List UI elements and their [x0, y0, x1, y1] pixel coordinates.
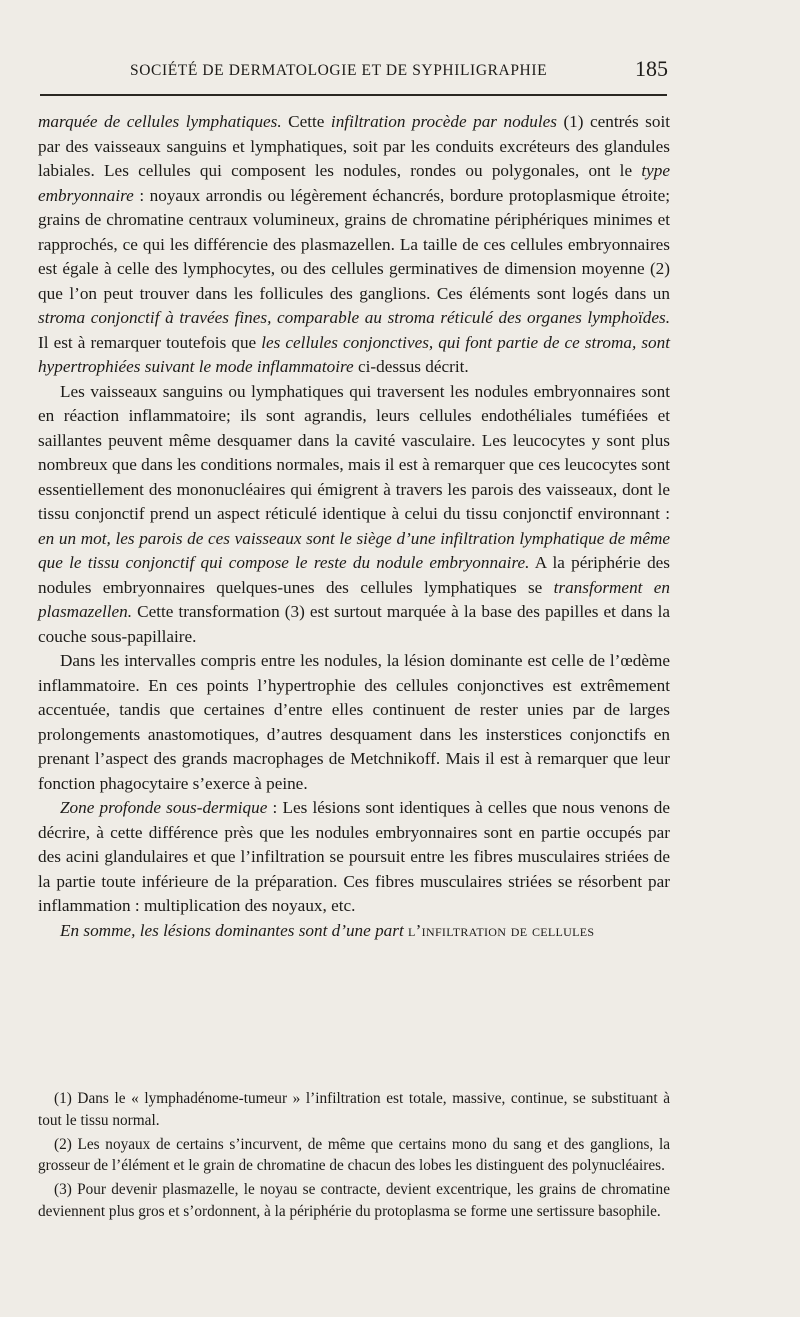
italic-text-segment: Zone profonde sous-dermique	[60, 798, 268, 817]
text-segment: Les vaisseaux sanguins ou lymphatiques qui traversent les nodules embryonnaires sont en réaction inflammatoire; ils sont agrandis, leurs cellules endothéliales tuméfiées et saillantes peuvent même desquamer dans la cavité vasculaire. Les leucocytes y sont plus nombreux que dans les conditions normales, mais il est à remarquer que ces leucocytes sont essentiellement des mononucléaires qui émigrent à travers les parois des vaisseaux, dont le tissu conjonctif prend un aspect réticulé identique à celui du tissu conjonctif environnant :	[38, 381, 670, 523]
paragraph-1	[38, 110, 670, 380]
paragraph-5-italic: En somme, les lésions dominantes sont d’une part	[60, 920, 404, 940]
running-head: SOCIÉTÉ DE DERMATOLOGIE ET DE SYPHILIGRAPHIE	[130, 62, 548, 79]
italic-text-segment: type embryonnaire	[38, 161, 670, 205]
paragraph-2	[38, 380, 670, 650]
footnote-2: (2) Les noyaux de certains s’incurvent, de même que certains mono du sang et des ganglions, la grosseur de l’élément et le grain de chromatine de chacun des lobes les distinguent des polynucléaires.	[38, 1135, 670, 1175]
italic-text-segment: marquée de cellules lymphatiques.	[38, 112, 282, 131]
header-rule	[40, 94, 667, 96]
paragraph-4	[38, 796, 670, 919]
page-number: 185	[635, 56, 668, 81]
paragraph-3	[38, 649, 670, 796]
text-segment: Cette	[281, 112, 331, 131]
text-segment: (1) centrés soit par des vaisseaux sanguins et lymphatiques, soit par les conduits excréteurs des glandules labiales. Les cellules qui composent les nodules, rondes ou polygonales, ont le	[38, 112, 670, 180]
italic-text-segment: stroma conjonctif à travées fines, comparable au stroma réticulé des organes lymphoïdes.	[38, 308, 670, 327]
text-segment: Il est à remarquer toutefois que	[38, 332, 262, 352]
text-segment: A la périphérie des nodules embryonnaires quelques-unes des cellules lymphatiques se	[38, 553, 670, 597]
paragraph-5-smallcaps: l’infiltration de cellules	[408, 920, 595, 940]
italic-text-segment: transforment en plasmazellen.	[38, 577, 670, 621]
footnotes	[38, 1088, 670, 1225]
italic-text-segment: les cellules conjonctives, qui font partie de ce stroma, sont hypertrophiées suivant le mode inflammatoire	[38, 332, 670, 376]
text-segment: Cette transformation (3) est surtout marquée à la base des papilles et dans la couche sous-papillaire.	[38, 602, 670, 646]
text-segment: : Les lésions sont identiques à celles que nous venons de décrire, à cette différence près que les nodules embryonnaires sont en partie occupés par des acini glandulaires et que l’infiltration se poursuit entre les fibres musculaires striées de la partie toute inférieure de la préparation. Ces fibres musculaires striées se résorbent par inflammation : multiplication des noyaux, etc.	[38, 798, 670, 915]
italic-text-segment: infiltration procède par nodules	[330, 112, 557, 131]
text-segment: : noyaux arrondis ou légèrement échancrés, bordure protoplasmique étroite; grains de chromatine centraux volumineux, grains de chromatine périphériques minimes et rapprochés, ce qui les différencie des plasmazellen. La taille de ces cellules embryonnaires est égale à celle des lymphocytes, ou des cellules germinatives de dimension moyenne (2) que l’on peut trouver dans les follicules des ganglions. Ces éléments sont logés dans un	[38, 185, 670, 303]
italic-text-segment: en un mot, les parois de ces vaisseaux sont le siège d’une infiltration lymphatique de même que le tissu conjonctif qui compose le reste du nodule embryonnaire.	[38, 528, 670, 572]
footnote-1: (1) Dans le « lymphadénome-tumeur » l’infiltration est totale, massive, continue, se substituant à tout le tissu normal.	[38, 1090, 670, 1129]
text-segment: Dans les intervalles compris entre les nodules, la lésion dominante est celle de l’œdème inflammatoire. En ces points l’hypertrophie des cellules conjonctives est extrêmement accentuée, tandis que certaines d’entre elles continuent de rester unies par de larges prolongements anastomotiques, d’autres desquament dans les insterstices conjonctifs en prenant l’aspect des grands macrophages de Metchnikoff. Mais il est à remarquer que leur fonction phagocytaire s’exerce à peine.	[38, 651, 670, 793]
text-segment: ci-dessus décrit.	[353, 357, 469, 376]
paragraph-5	[38, 919, 670, 944]
page-header	[40, 52, 668, 88]
footnote-3: (3) Pour devenir plasmazelle, le noyau se contracte, devient excentrique, les grains de chromatine deviennent plus gros et s’ordonnent, à la périphérie du protoplasma se forme une sertissure basophile.	[38, 1181, 670, 1220]
body-text	[38, 110, 670, 943]
